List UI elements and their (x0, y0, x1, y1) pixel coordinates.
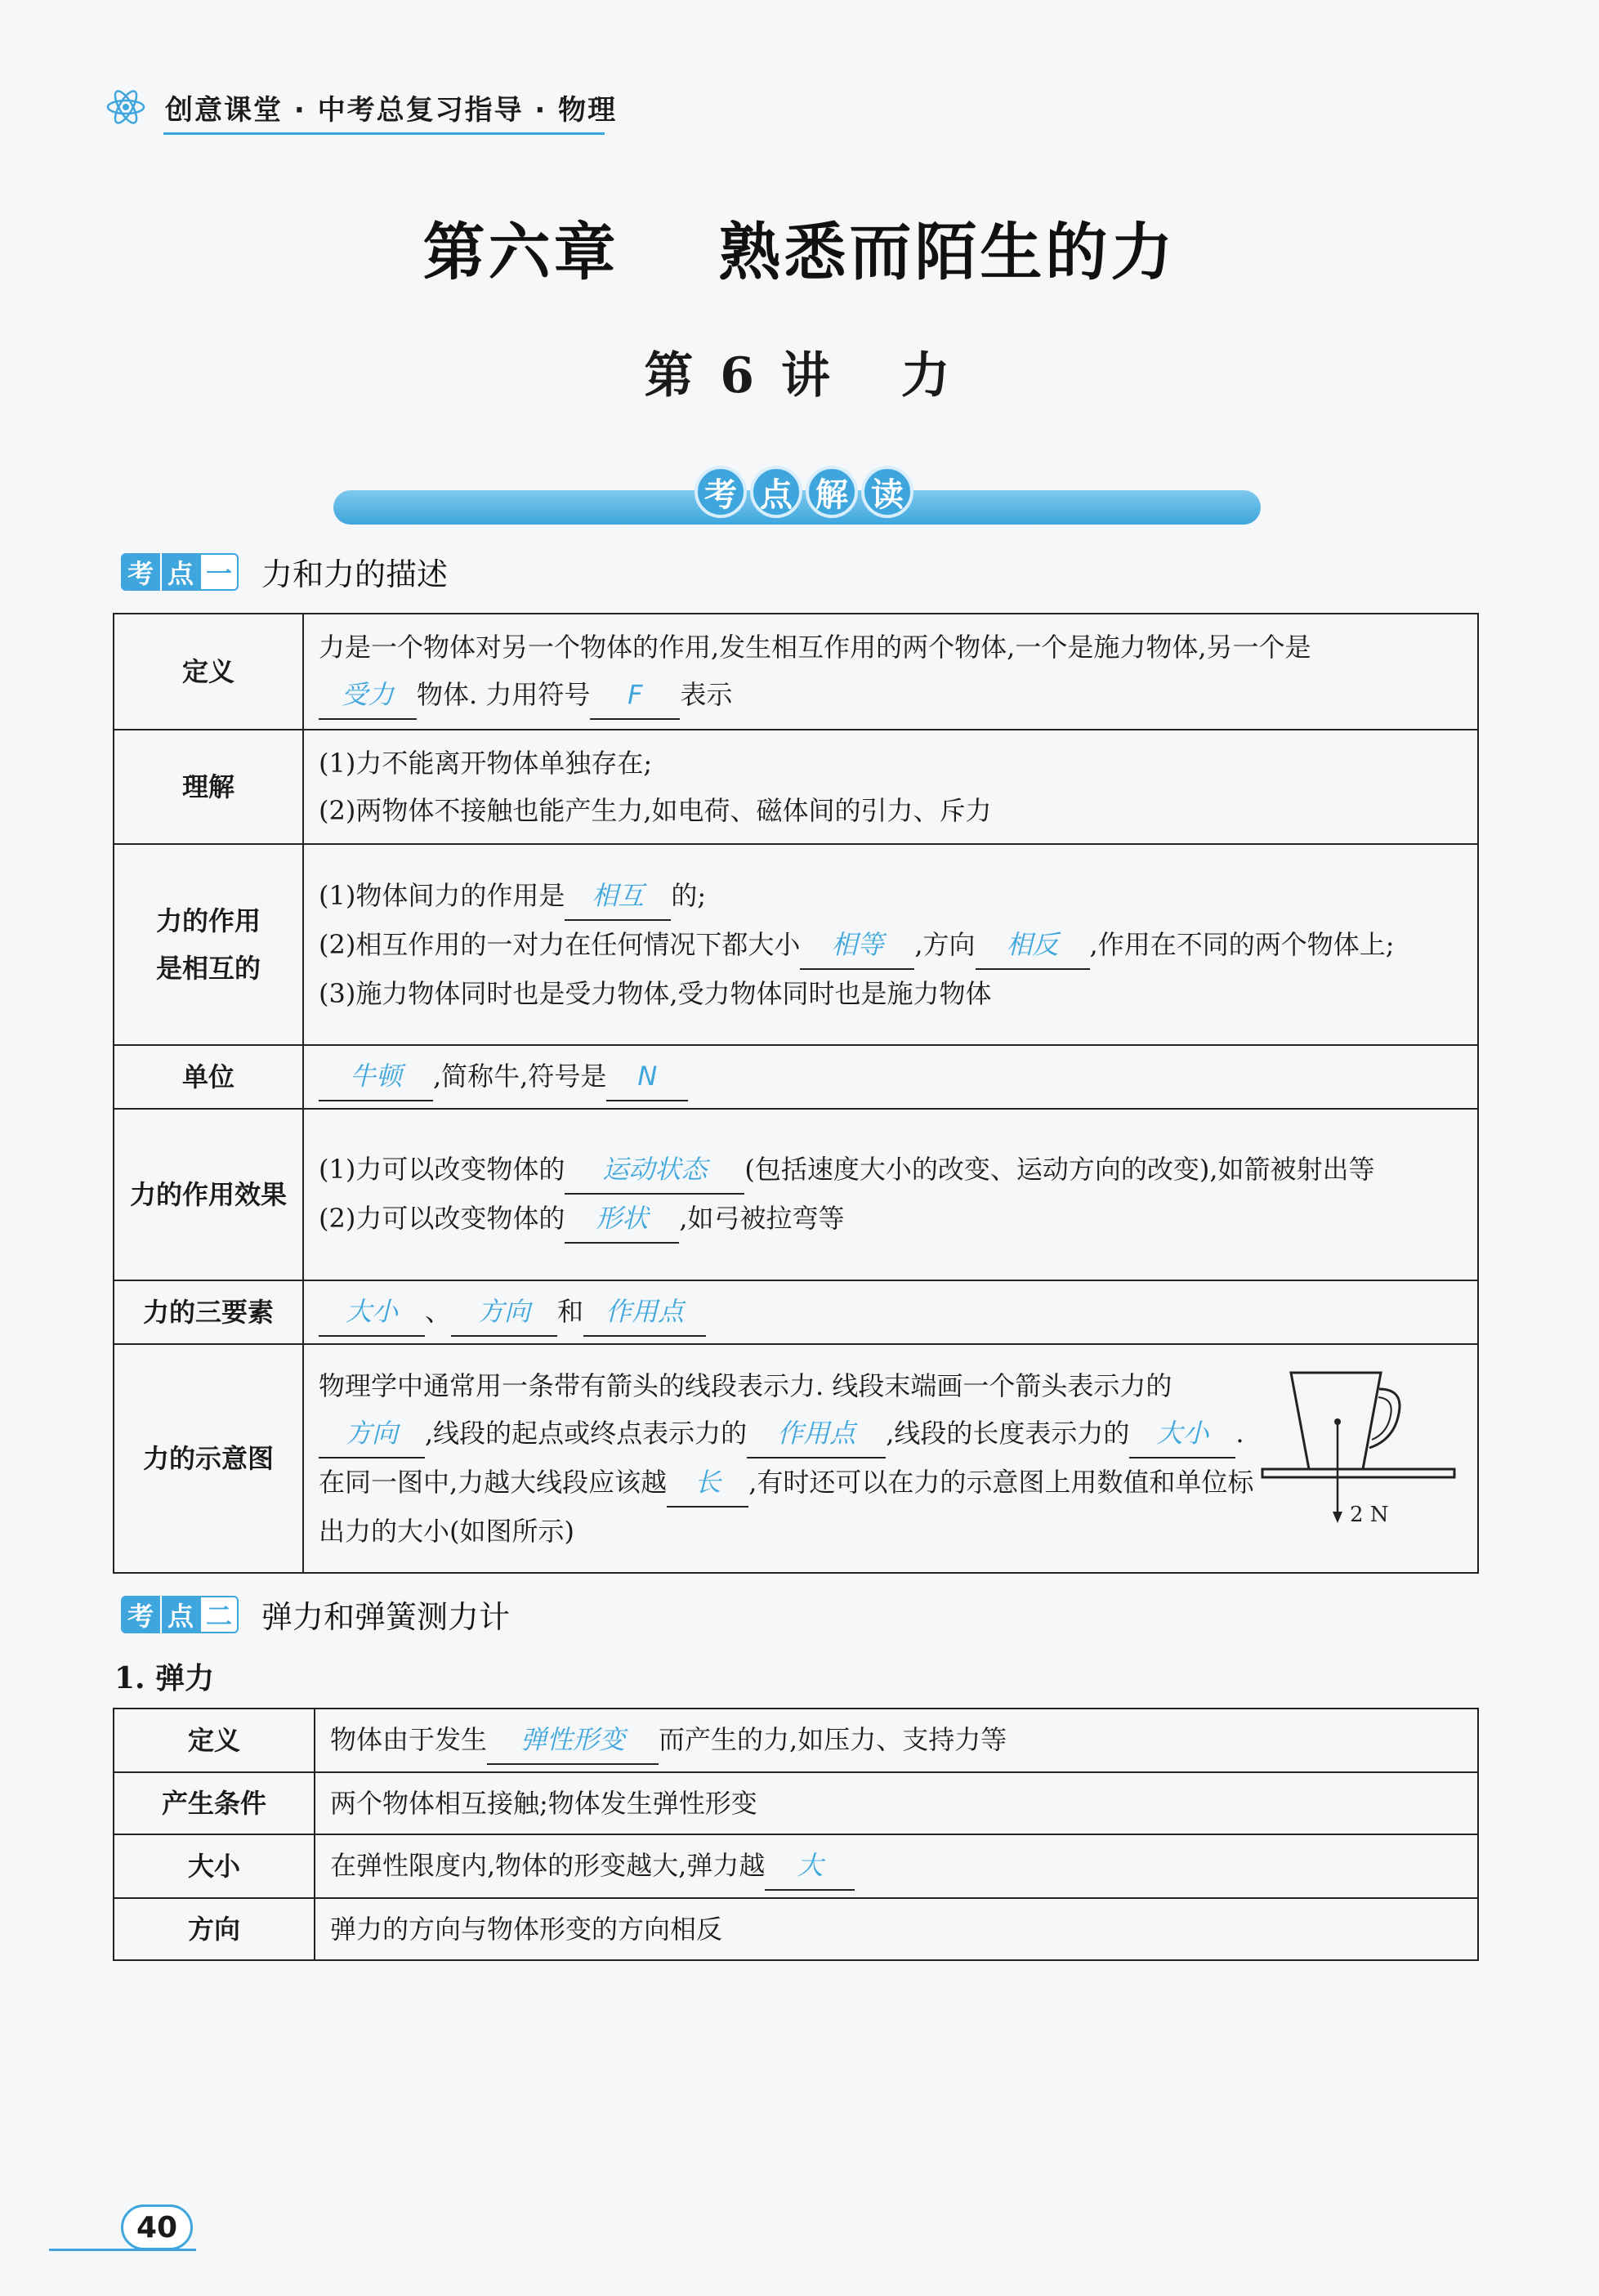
answer-blank: F (590, 671, 680, 720)
section1-title: 力和力的描述 (261, 556, 449, 592)
answer-blank: 大小 (319, 1288, 425, 1337)
subsection-title: 1. 弹力 (114, 1661, 215, 1695)
tag-char: 考 (121, 1596, 160, 1633)
table-row (114, 1109, 1478, 1280)
text: (2)力可以改变物体的 (319, 1203, 565, 1234)
answer-blank: 方向 (319, 1409, 425, 1458)
row-content (303, 1109, 1478, 1280)
header-title: 创意课堂 · 中考总复习指导 · 物理 (165, 93, 618, 127)
tag-char: 点 (160, 1596, 199, 1633)
answer-blank: 相互 (565, 872, 671, 921)
tag-char: 一 (199, 553, 239, 591)
answer-blank: 大小 (1129, 1409, 1235, 1458)
tag-char: 点 (160, 553, 199, 591)
chapter-title: 第六章 熟悉而陌生的力 (422, 216, 1177, 288)
atom-icon (105, 86, 147, 128)
row-label: 定义 (114, 1709, 315, 1772)
text: ,线段的长度表示力的 (886, 1418, 1130, 1449)
banner-char: 考 (695, 466, 747, 518)
banner-char: 解 (806, 466, 858, 518)
row-label: 定义 (114, 614, 303, 730)
answer-blank: 弹性形变 (487, 1716, 659, 1765)
answer-blank: 牛顿 (319, 1052, 433, 1101)
section2-heading (121, 1592, 510, 1637)
row-label: 理解 (114, 730, 303, 844)
row-content: 两个物体相互接触;物体发生弹性形变 (315, 1772, 1478, 1834)
answer-blank: 作用点 (747, 1409, 886, 1458)
table-row (114, 1898, 1478, 1960)
section2-title: 弹力和弹簧测力计 (261, 1599, 511, 1635)
text: ,方向 (914, 929, 976, 960)
diagram-description (319, 1362, 1258, 1555)
answer-blank: 长 (667, 1458, 748, 1508)
row-label: 力的示意图 (114, 1344, 303, 1573)
header-underline (163, 132, 605, 135)
row-label: 单位 (114, 1045, 303, 1109)
text: ,如弓被拉弯等 (679, 1203, 845, 1234)
label-line: 力的作用 (155, 905, 261, 936)
answer-blank: 方向 (451, 1288, 557, 1337)
answer-blank: 受力 (319, 671, 417, 720)
text: 物体. 力用符号 (417, 679, 591, 710)
text: (包括速度大小的改变、运动方向的改变),如箭被射出等 (744, 1154, 1375, 1185)
text: 的; (671, 880, 707, 911)
text: 、 (425, 1296, 452, 1327)
force-label: 2 N (1350, 1503, 1389, 1527)
table-row (114, 844, 1478, 1045)
row-content (315, 1709, 1478, 1772)
text: 力是一个物体对另一个物体的作用,发生相互作用的两个物体,一个是施力物体,另一个是 (319, 632, 1311, 663)
row-label: 产生条件 (114, 1772, 315, 1834)
section2-tag (121, 1596, 239, 1633)
tag-char: 二 (199, 1596, 239, 1633)
row-label: 力的三要素 (114, 1280, 303, 1344)
answer-blank: 运动状态 (565, 1146, 744, 1195)
text: ,作用在不同的两个物体上; (1089, 929, 1395, 960)
answer-blank: 相等 (800, 921, 914, 970)
row-content (303, 844, 1478, 1045)
cup-force-diagram (1258, 1365, 1463, 1552)
text: (1)力可以改变物体的 (319, 1154, 565, 1185)
text: . 在同一图中,力越大线段应该越 (319, 1418, 1244, 1498)
row-label (114, 844, 303, 1045)
table-row (114, 1772, 1478, 1834)
table-row (114, 1709, 1478, 1772)
text: 物理学中通常用一条带有箭头的线段表示力. 线段末端画一个箭头表示力的 (319, 1370, 1172, 1401)
answer-blank: 相反 (976, 921, 1090, 970)
banner-char: 读 (861, 466, 913, 518)
text-line: (1)力不能离开物体单独存在; (319, 748, 653, 779)
row-content (315, 1834, 1478, 1898)
text-line: (2)两物体不接触也能产生力,如电荷、磁体间的引力、斥力 (319, 795, 992, 826)
label-line: 是相互的 (155, 953, 261, 984)
table-row (114, 1834, 1478, 1898)
banner-title (695, 466, 913, 518)
table-row (114, 1280, 1478, 1344)
tag-char: 考 (121, 553, 160, 591)
text: ,简称牛,符号是 (433, 1061, 607, 1092)
table-row (114, 1344, 1478, 1573)
force-description-table (113, 613, 1479, 1574)
text: 表示 (680, 679, 733, 710)
row-label: 方向 (114, 1898, 315, 1960)
answer-blank: 大 (765, 1842, 855, 1891)
row-content (303, 614, 1478, 730)
text: ,线段的起点或终点表示力的 (425, 1418, 748, 1449)
table-row (114, 614, 1478, 730)
text: 在弹性限度内,物体的形变越大,弹力越 (330, 1850, 766, 1881)
text: (1)物体间力的作用是 (319, 880, 565, 911)
row-label: 力的作用效果 (114, 1109, 303, 1280)
page-header (105, 86, 617, 128)
text: ,有时还可以在力的示意图上用数值和单位标出力的大小(如图所示) (319, 1467, 1254, 1547)
section1-heading (121, 549, 448, 594)
elastic-force-table (113, 1708, 1479, 1961)
answer-blank: 形状 (565, 1195, 679, 1244)
row-content: 弹力的方向与物体形变的方向相反 (315, 1898, 1478, 1960)
answer-blank: N (606, 1052, 688, 1101)
text: 而产生的力,如压力、支持力等 (659, 1724, 1007, 1755)
row-content (303, 1045, 1478, 1109)
table-row (114, 1045, 1478, 1109)
banner-char: 点 (750, 466, 802, 518)
table-row (114, 730, 1478, 844)
text: (2)相互作用的一对力在任何情况下都大小 (319, 929, 801, 960)
section1-tag (121, 553, 239, 591)
row-content (303, 730, 1478, 844)
text: 物体由于发生 (330, 1724, 488, 1755)
row-content (303, 1280, 1478, 1344)
row-label: 大小 (114, 1834, 315, 1898)
page-number: 40 (121, 2204, 193, 2250)
lecture-title: 第 6 讲 力 (644, 347, 955, 404)
answer-blank: 作用点 (583, 1288, 706, 1337)
row-content (303, 1344, 1478, 1573)
text: 和 (557, 1296, 584, 1327)
text-line: (3)施力物体同时也是受力物体,受力物体同时也是施力物体 (319, 978, 992, 1009)
